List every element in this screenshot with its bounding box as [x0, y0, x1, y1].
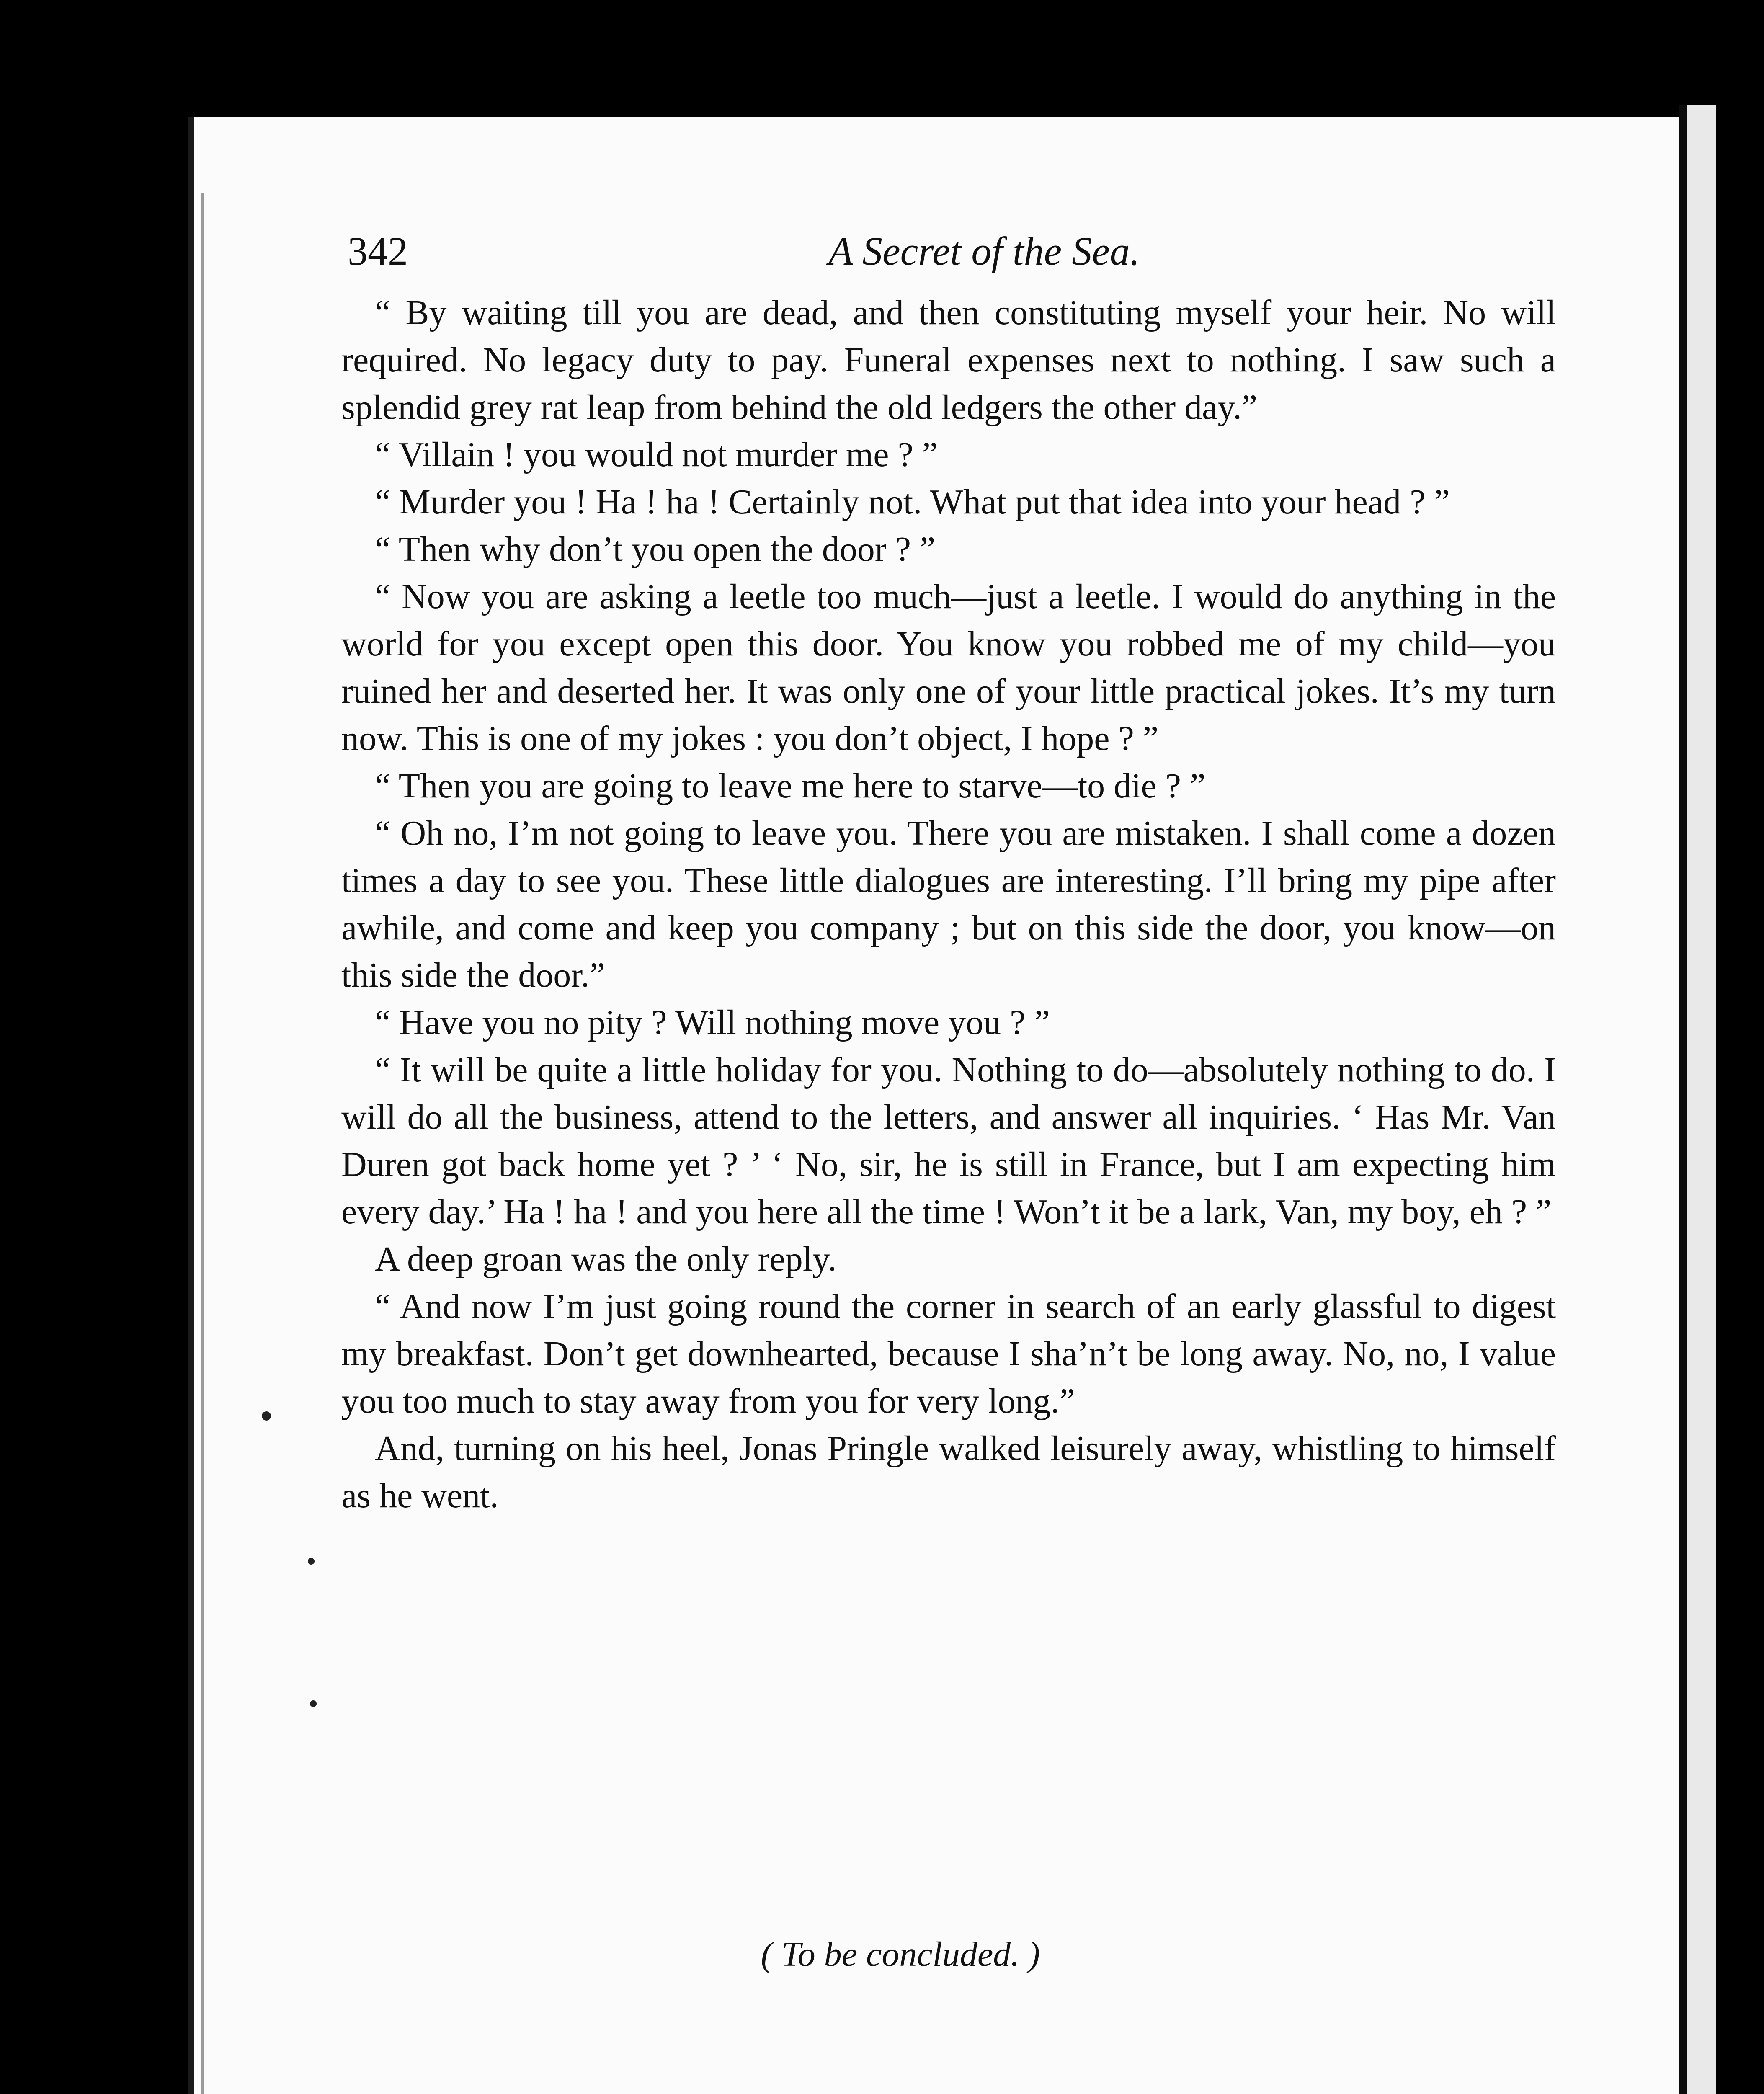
body-text — [341, 289, 1556, 1519]
paragraph: “ Murder you ! Ha ! ha ! Certainly not. What put that idea into your head ? ” — [375, 482, 1450, 521]
paragraph: “ Villain ! you would not murder me ? ” — [375, 435, 938, 474]
paragraph: A deep groan was the only reply. — [375, 1240, 837, 1279]
continuation-text: ( To be concluded. ) — [761, 1935, 1040, 1974]
paragraph: And, turning on his heel, Jonas Pringle walked leisurely away, whistling to himself as he went. — [341, 1429, 1556, 1515]
page-number: 342 — [348, 229, 408, 273]
running-title: A Secret of the Sea. — [828, 229, 1140, 273]
paragraph: “ Oh no, I’m not going to leave you. There you are mistaken. I shall come a dozen times a day to see you. These little dialogues are interesting. I’ll bring my pipe after awhile, and come and keep you company ; but on this side the door, you know—on this side the door.” — [341, 814, 1556, 995]
paragraph: “ By waiting till you are dead, and then constituting myself your heir. No will required. No legacy duty to pay. Funeral expenses next to nothing. I saw such a splendid grey rat leap from behind the old ledgers the other day.” — [341, 293, 1556, 427]
paragraph: “ It will be quite a little holiday for you. Nothing to do—absolutely nothing to do. I will do all the business, attend to the letters, and answer all inquiries. ‘ Has Mr. Van Duren got back home yet ? ’ ‘ No, sir, he is still in France, but I am expecting him every day.’ Ha ! ha ! and you here all the time ! Won’t it be a lark, Van, my boy, eh ? ” — [341, 1050, 1556, 1231]
paragraph: “ Have you no pity ? Will nothing move you ? ” — [375, 1003, 1050, 1042]
paragraph: “ Now you are asking a leetle too much—just a leetle. I would do anything in the world for you except open this door. You know you robbed me of my child—you ruined her and deserted her. It was only one of your little practical jokes. It’s my turn now. This is one of my jokes : you don’t object, I hope ? ” — [341, 577, 1556, 758]
ink-speck — [308, 1558, 315, 1565]
to-be-concluded-note — [607, 1931, 1194, 1978]
book-page — [188, 117, 1679, 2094]
page-header — [348, 226, 1369, 276]
next-page-edge — [1679, 105, 1716, 2094]
ink-speck — [310, 1700, 317, 1707]
gutter-shadow — [201, 193, 204, 2094]
paragraph: “ And now I’m just going round the corner in search of an early glassful to digest my breakfast. Don’t get downhearted, because I sha’n’t be long away. No, no, I value you too much to stay away from you for very long.” — [341, 1287, 1556, 1421]
paragraph: “ Then you are going to leave me here to starve—to die ? ” — [375, 766, 1206, 805]
ink-speck — [262, 1411, 271, 1421]
paragraph: “ Then why don’t you open the door ? ” — [375, 530, 936, 569]
